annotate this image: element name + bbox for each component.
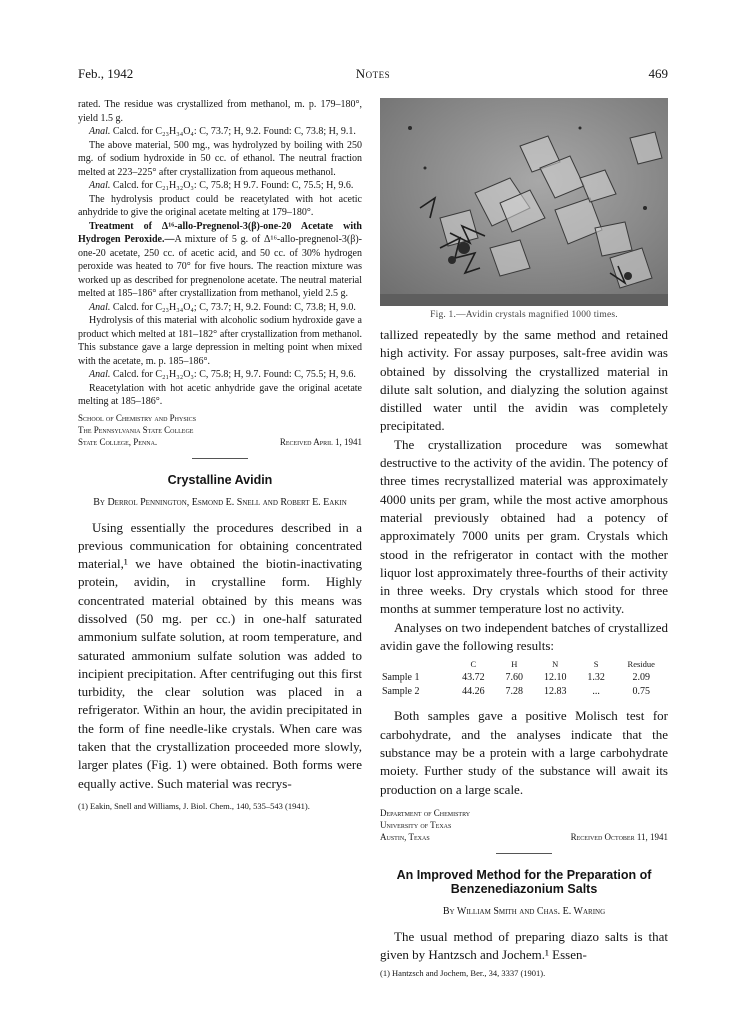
byline: By Derrol Pennington, Esmond E. Snell and Robert E. Eakin bbox=[93, 496, 347, 508]
affiliation-block: Department of Chemistry University of Texas Austin, Texas Received October 11, 1941 bbox=[380, 807, 668, 842]
left-column bbox=[78, 98, 362, 812]
article-body-conclusion bbox=[380, 707, 668, 798]
header-section: Notes bbox=[355, 66, 391, 81]
divider bbox=[496, 853, 552, 854]
byline: By William Smith and Chas. E. Waring bbox=[442, 905, 606, 917]
analysis-table bbox=[380, 659, 668, 699]
subsection-heading: Treatment of Δ¹⁶-allo-Pregnenol-3(β)-one-20 Acetate with Hydrogen Peroxide.— bbox=[78, 220, 362, 245]
received-date: Received October 11, 1941 bbox=[570, 831, 668, 842]
received-date: Received April 1, 1941 bbox=[279, 436, 362, 447]
anal-label: Anal. bbox=[89, 180, 111, 191]
analysis-line: Anal. Calcd. for C₂₃H₃₄O₄: C, 73.7; H, 9.2. Found: C, 73.8; H, 9.1. bbox=[89, 126, 356, 137]
anal-label: Anal. bbox=[89, 126, 111, 137]
anal-label: Anal. bbox=[89, 369, 111, 380]
paragraph: Treatment of Δ¹⁶-allo-Pregnenol-3(β)-one-20 Acetate with Hydrogen Peroxide.—A mixture of 5 g. of Δ¹⁶-allo-pregnenol-3(β)-one-20 acetate, 250 cc. of acetic acid, and 50 cc. of 30% hydrogen peroxide was heated to 70° for five hours. The reaction mixture was worked up as described for pregnenolone acetate. The neutral material melted at 185–186° after crystallization from methanol, yield 2.5 g. bbox=[78, 220, 362, 299]
affiliation-block: School of Chemistry and Physics The Pennsylvania State College State College, Penna. Received April 1, 1941 bbox=[78, 412, 362, 447]
paragraph: rated. The residue was crystallized from methanol, m. p. 179–180°, yield 1.5 g. bbox=[78, 99, 362, 124]
paragraph: Using essentially the procedures described in a previous communication for obtaining concentrated material,¹ we have obtained the biotin-inactivating protein, avidin, in crystalline form. Highly concentrated material obtained by this means was dissolved (50 mg. per cc.) in one-half saturated ammonium sulfate solution, at room temperature, and saturated ammonium sulfate solution was added to incipient precipitation. After centrifuging out this first turbidity, the clear solution was placed in a refrigerator. Within an hour, the avidin precipitated in the form of fine needle-like crystals. When care was taken that the crystallization proceeded more slowly, larger plates (Fig. 1) were obtained. Both forms were equally active. Such material was recrys- bbox=[78, 519, 362, 791]
paragraph: The crystallization procedure was somewhat destructive to the activity of the avidin. The potency of three times recrystallized material was approximately 4000 units per gram, while the most active amorphous material previously obtained had a potency of approximately 7000 units per gram. Crystals which stood in the refrigerator in contact with the mother liquor lost approximately three-fourths of their activity in three weeks. Dry crystals which stood for three months at summer temperature lost no activity. bbox=[380, 436, 668, 617]
paragraph: The usual method of preparing diazo salts is that given by Hantzsch and Jochem.¹ Essen- bbox=[380, 928, 668, 963]
analysis-line: Anal. Calcd. for C₂₁H₃₂O₃: C, 75.8; H 9.7. Found: C, 75.5; H, 9.6. bbox=[89, 180, 354, 191]
article-body-continued bbox=[380, 326, 668, 655]
paragraph: The hydrolysis product could be reacetylated with hot acetic anhydride to give the original acetate melting at 179–180°. bbox=[78, 193, 362, 218]
table-row: Sample 1 43.72 7.60 12.10 1.32 2.09 bbox=[382, 672, 650, 684]
article-body bbox=[380, 928, 668, 965]
paragraph: Reacetylation with hot acetic anhydride gave the original acetate melting at 185–186°. bbox=[78, 382, 362, 407]
footnote: (1) Eakin, Snell and Williams, J. Biol. Chem., 140, 535–543 (1941). bbox=[78, 800, 310, 811]
article-title: An Improved Method for the Preparation of Benzenediazonium Salts bbox=[396, 867, 652, 896]
anal-label: Anal. bbox=[89, 301, 111, 313]
table-row: Sample 2 44.26 7.28 12.83 ... 0.75 bbox=[382, 686, 650, 698]
header-date: Feb., 1942 bbox=[78, 66, 134, 81]
paragraph: Hydrolysis of this material with alcoholic sodium hydroxide gave a product which melted at 181–182° after crystallization from methanol. This substance gave a large depression in melting point when mixed with the acetate, m. p. 185–186°. bbox=[78, 315, 362, 367]
crystal-micrograph-image bbox=[380, 98, 668, 306]
figure-caption: Fig. 1.—Avidin crystals magnified 1000 times. bbox=[430, 310, 618, 320]
footnote: (1) Hantzsch and Jochem, Ber., 34, 3337 (1901). bbox=[380, 968, 546, 979]
analysis-line: Anal. Calcd. for C₂₁H₃₂O₃: C, 75.8; H, 9.7. Found: C, 75.5; H, 9.6. bbox=[89, 369, 356, 380]
running-head bbox=[78, 66, 668, 86]
right-column bbox=[380, 98, 668, 979]
paragraph: tallized repeatedly by the same method and retained high activity. For assay purposes, salt-free avidin was obtained by dissolving the crystallized material in dilute salt solution, and dialyzing the solution against distilled water until the avidin was completely precipitated. bbox=[380, 327, 668, 434]
table-header-row: C H N S Residue bbox=[470, 659, 655, 670]
paragraph: The above material, 500 mg., was hydrolyzed by boiling with 250 mg. of sodium hydroxide in 50 cc. of ethanol. The neutral fraction melted at 223–225° after crystallization from aqueous methanol. bbox=[78, 139, 362, 178]
analysis-line: Anal. Calcd. for C₂₃H₃₄O₄; C, 73.7; H, 9.2. Found: C, 73.8; H, 9.0. bbox=[89, 301, 356, 313]
figure-micrograph bbox=[380, 98, 668, 306]
paragraph: Analyses on two independent batches of crystallized avidin gave the following results: bbox=[380, 619, 668, 654]
divider bbox=[192, 458, 248, 459]
experimental-section bbox=[78, 98, 362, 409]
page-number: 469 bbox=[648, 66, 668, 81]
paragraph: Both samples gave a positive Molisch test for carbohydrate, and the analyses indicate that the substance may be a protein with a large carbohydrate moiety. Further study of the substance will await its production on a large scale. bbox=[380, 708, 668, 797]
article-title: Crystalline Avidin bbox=[167, 472, 273, 487]
article-body bbox=[78, 519, 362, 793]
